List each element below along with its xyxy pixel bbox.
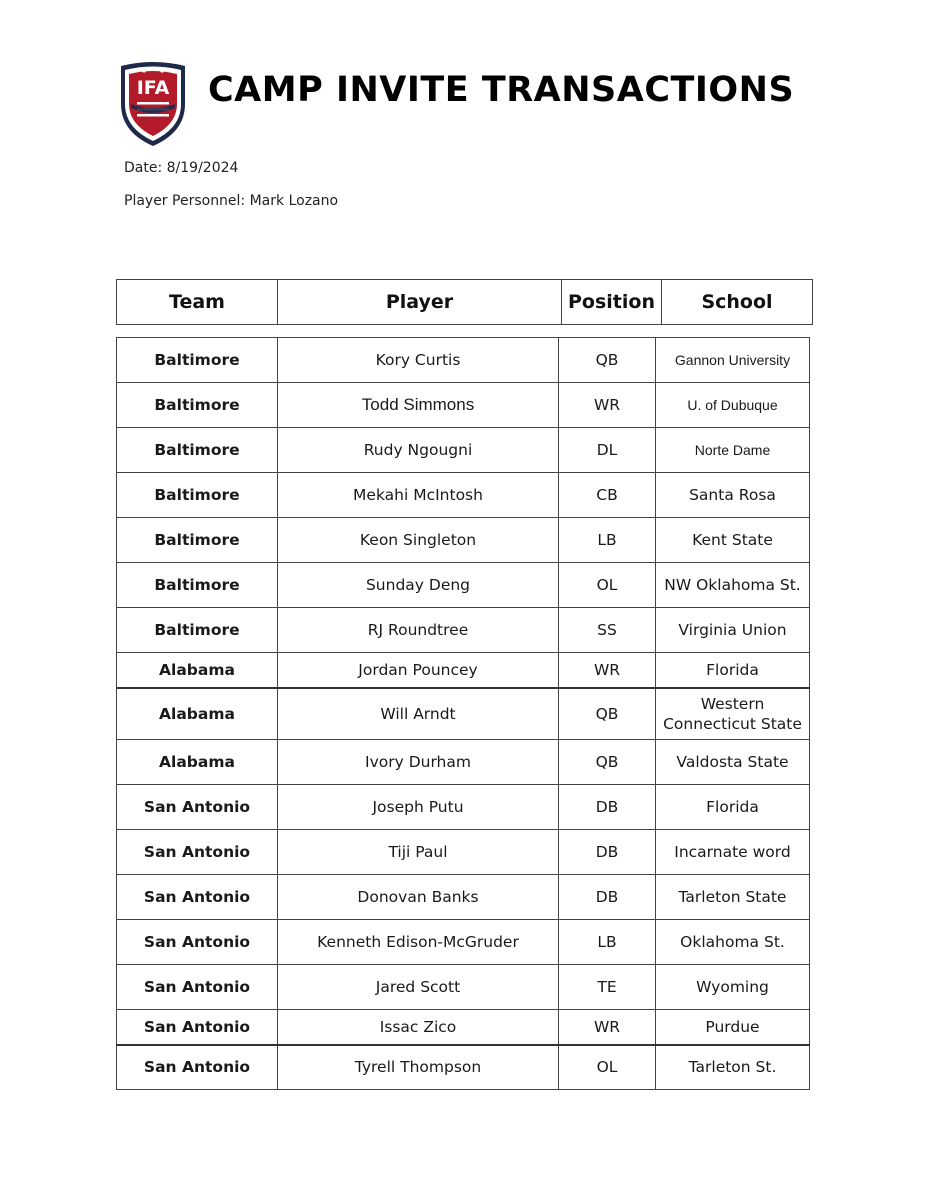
- team-cell: Baltimore: [117, 428, 278, 473]
- player-cell: Kory Curtis: [278, 338, 559, 383]
- table-row: [117, 428, 812, 473]
- school-cell: Santa Rosa: [656, 473, 810, 518]
- team-cell: San Antonio: [117, 920, 278, 965]
- player-cell: RJ Roundtree: [278, 608, 559, 653]
- position-cell: WR: [559, 653, 656, 688]
- school-cell: Valdosta State: [656, 740, 810, 785]
- school-cell: U. of Dubuque: [656, 383, 810, 428]
- team-cell: Alabama: [117, 653, 278, 688]
- table-row: [117, 965, 812, 1010]
- table-row: [117, 518, 812, 563]
- position-cell: WR: [559, 1010, 656, 1045]
- table-row: [117, 830, 812, 875]
- table-row: [117, 1010, 812, 1045]
- table-row: [117, 740, 812, 785]
- position-cell: DB: [559, 830, 656, 875]
- position-cell: TE: [559, 965, 656, 1010]
- school-cell: Kent State: [656, 518, 810, 563]
- date-line: Date: 8/19/2024: [124, 160, 239, 176]
- team-cell: Alabama: [117, 688, 278, 740]
- player-cell: Mekahi McIntosh: [278, 473, 559, 518]
- table-row: [117, 653, 812, 688]
- school-cell: Western Connecticut State: [656, 688, 810, 740]
- table-row: [117, 563, 812, 608]
- transactions-table: [116, 337, 812, 1090]
- school-cell: Purdue: [656, 1010, 810, 1045]
- table-row: [117, 383, 812, 428]
- team-cell: Baltimore: [117, 473, 278, 518]
- column-header-team: Team: [117, 280, 278, 325]
- table-row: [117, 608, 812, 653]
- column-header-position: Position: [562, 280, 662, 325]
- player-cell: Todd Simmons: [278, 383, 559, 428]
- team-cell: San Antonio: [117, 875, 278, 920]
- player-cell: Keon Singleton: [278, 518, 559, 563]
- table-header: [116, 279, 813, 325]
- school-cell: Wyoming: [656, 965, 810, 1010]
- position-cell: CB: [559, 473, 656, 518]
- player-cell: Tiji Paul: [278, 830, 559, 875]
- ifa-logo: [117, 60, 189, 148]
- player-cell: Donovan Banks: [278, 875, 559, 920]
- player-cell: Will Arndt: [278, 688, 559, 740]
- table-row: [117, 920, 812, 965]
- team-cell: San Antonio: [117, 785, 278, 830]
- position-cell: SS: [559, 608, 656, 653]
- page-title: CAMP INVITE TRANSACTIONS: [208, 70, 795, 110]
- school-cell: Gannon University: [656, 338, 810, 383]
- school-cell: Tarleton St.: [656, 1045, 810, 1090]
- team-cell: San Antonio: [117, 830, 278, 875]
- school-cell: Florida: [656, 785, 810, 830]
- school-cell: Tarleton State: [656, 875, 810, 920]
- team-cell: San Antonio: [117, 1045, 278, 1090]
- position-cell: DB: [559, 785, 656, 830]
- position-cell: QB: [559, 688, 656, 740]
- team-cell: Baltimore: [117, 563, 278, 608]
- school-cell: Norte Dame: [656, 428, 810, 473]
- school-cell: Oklahoma St.: [656, 920, 810, 965]
- school-cell: Incarnate word: [656, 830, 810, 875]
- player-cell: Sunday Deng: [278, 563, 559, 608]
- position-cell: OL: [559, 563, 656, 608]
- player-cell: Tyrell Thompson: [278, 1045, 559, 1090]
- table-row: [117, 688, 812, 740]
- team-cell: San Antonio: [117, 965, 278, 1010]
- school-cell: NW Oklahoma St.: [656, 563, 810, 608]
- column-header-school: School: [662, 280, 813, 325]
- player-cell: Issac Zico: [278, 1010, 559, 1045]
- table-row: [117, 875, 812, 920]
- position-cell: LB: [559, 920, 656, 965]
- table-row: [117, 1045, 812, 1090]
- position-cell: OL: [559, 1045, 656, 1090]
- logo-text: IFA: [136, 77, 170, 99]
- position-cell: DB: [559, 875, 656, 920]
- position-cell: WR: [559, 383, 656, 428]
- player-cell: Jared Scott: [278, 965, 559, 1010]
- player-cell: Ivory Durham: [278, 740, 559, 785]
- team-cell: San Antonio: [117, 1010, 278, 1045]
- team-cell: Baltimore: [117, 608, 278, 653]
- player-cell: Kenneth Edison-McGruder: [278, 920, 559, 965]
- team-cell: Baltimore: [117, 518, 278, 563]
- position-cell: DL: [559, 428, 656, 473]
- school-cell: Florida: [656, 653, 810, 688]
- table-row: [117, 338, 812, 383]
- column-header-player: Player: [278, 280, 562, 325]
- table-row: [117, 473, 812, 518]
- position-cell: QB: [559, 740, 656, 785]
- team-cell: Alabama: [117, 740, 278, 785]
- position-cell: QB: [559, 338, 656, 383]
- team-cell: Baltimore: [117, 383, 278, 428]
- player-cell: Joseph Putu: [278, 785, 559, 830]
- table-row: [117, 785, 812, 830]
- personnel-line: Player Personnel: Mark Lozano: [124, 193, 339, 209]
- player-cell: Rudy Ngougni: [278, 428, 559, 473]
- player-cell: Jordan Pouncey: [278, 653, 559, 688]
- school-cell: Virginia Union: [656, 608, 810, 653]
- team-cell: Baltimore: [117, 338, 278, 383]
- position-cell: LB: [559, 518, 656, 563]
